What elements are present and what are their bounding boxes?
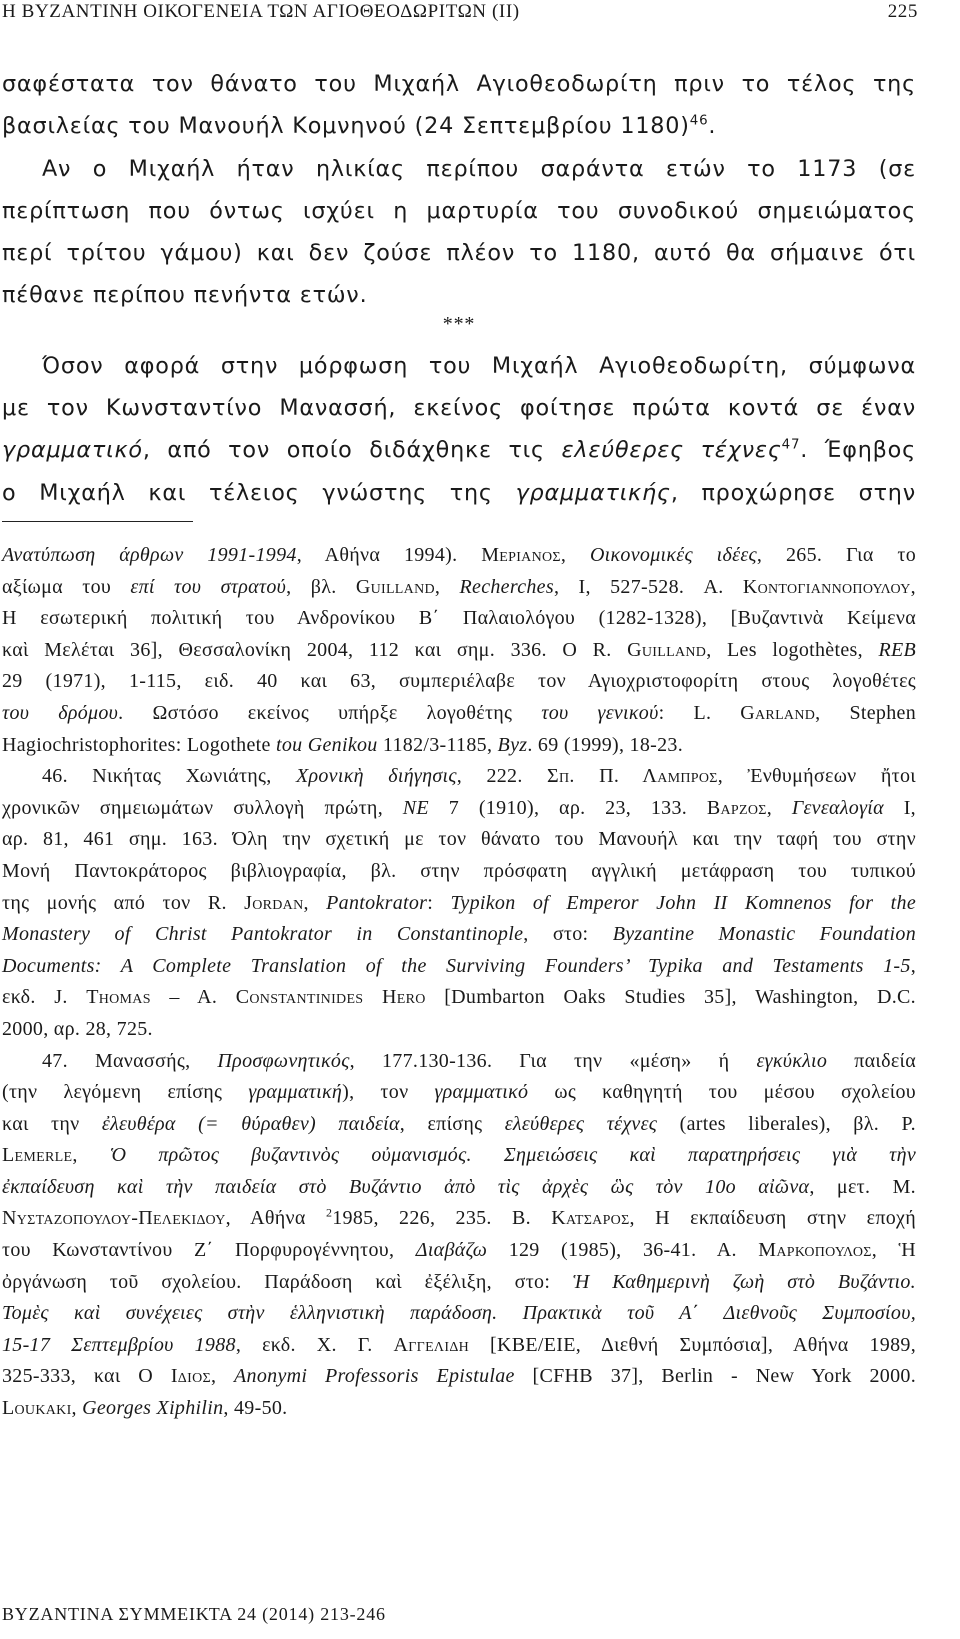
note-line: Hagiochristophorites: Logothete tou Genikou 1182/3-1185, Byz. 69 (1999), 18-23. bbox=[2, 733, 684, 756]
footnote-ref: 46 bbox=[689, 113, 709, 129]
text-line: περίπτωση που όντως ισχύει η μαρτυρία του συνοδικού σημειώματος bbox=[2, 197, 916, 224]
note-line: (την λεγόμενη επίσης γραμματική), τον γραμματικό ως καθηγητή του μέσου σχολείου bbox=[2, 1081, 916, 1104]
note-line: Τομὲς καὶ συνέχειες στὴν ἑλληνιστικὴ παράδοση. Πρακτικὰ τοῦ Α΄ Διεθνοῦς Συμποσίου, bbox=[2, 1302, 916, 1325]
text-line: βασιλείας του Μανουήλ Κομνηνού (24 Σεπτεμβρίου 1180)$^{46}$. bbox=[2, 113, 717, 140]
note-line: Η εσωτερική πολιτική του Ανδρονίκου Β΄ Παλαιολόγου (1282-1328), [Βυζαντινὰ Κείμενα bbox=[2, 607, 916, 630]
note-line: του Κωνσταντίνου Ζ΄ Πορφυρογέννητου, Διαβάζω 129 (1985), 36-41. Α. Μαρκοπουλος, Ἡ bbox=[2, 1239, 916, 1262]
footnotes bbox=[2, 540, 916, 1425]
footnote-rule bbox=[2, 521, 193, 522]
note-line: Μονή Παντοκράτορος βιβλιογραφία, βλ. στην πρόσφατη αγγλική μετάφραση του τυπικού bbox=[2, 859, 916, 882]
note-line: και την ἐλευθέρα (= θύραθεν) παιδεία, επίσης ελεύθερες τέχνες (artes liberales), βλ. P. bbox=[2, 1112, 916, 1135]
main-text bbox=[2, 63, 916, 514]
running-head-title: Η ΒΥΖΑΝΤΙΝΗ ΟΙΚΟΓΕΝΕΙΑ ΤΩΝ ΑΓΙΟΘΕΟΔΩΡΙΤΩΝ (ΙΙ) bbox=[2, 1, 520, 22]
text-line: περί τρίτου γάμου) και δεν ζούσε πλέον το 1180, αυτό θα σήμαινε ότι bbox=[2, 240, 916, 267]
note-line: καὶ Μελέται 36], Θεσσαλονίκη 2004, 112 και σημ. 336. Ο R. Guilland, Les logothètes, REB bbox=[2, 638, 917, 661]
note-line: εκδ. J. Thomas – A. Constantinides Hero [Dumbarton Oaks Studies 35], Washington, D.C. bbox=[2, 986, 916, 1009]
note-line: αρ. 81, 461 σημ. 163. Όλη την σχετική με τον θάνατο του Μανουήλ και την ταφή του στην bbox=[2, 828, 916, 851]
note-line: 2000, αρ. 28, 725. bbox=[2, 1017, 153, 1040]
note-line: 29 (1971), 1-115, ειδ. 40 και 63, συμπεριέλαβε τον Αγιοχριστοφορίτη στους λογοθέτες bbox=[2, 670, 916, 693]
running-head bbox=[0, 0, 918, 26]
text-line: ο Μιχαήλ και τέλειος γνώστης της γραμματικής, προχώρησε στην bbox=[2, 479, 916, 506]
note-line: Νυσταζοπουλου-Πελεκιδου, Αθήνα $^2$1985, 226, 235. Β. Κατσαρος, Η εκπαίδευση στην εποχή bbox=[2, 1205, 916, 1230]
note-line: 325-333, και Ο Ιδιος, Anonymi Professoris Epistulae [CFHB 37], Berlin - New York 2000. bbox=[2, 1365, 916, 1388]
footnote-46: 46. Νικήτας Χωνιάτης, Χρονικὴ διήγησις, 222. Σπ. Π. Λαμπρος, Ἐνθυμήσεων ἤτοι bbox=[42, 765, 916, 788]
page-number: 225 bbox=[887, 1, 918, 22]
note-line: Ανατύπωση άρθρων 1991-1994, Αθήνα 1994). Μεριανος, Οικονομικές ιδέες, 265. Για το bbox=[2, 544, 917, 566]
section-separator: *** bbox=[442, 312, 476, 335]
note-line: Monastery of Christ Pantokrator in Constantinople, στο: Byzantine Monastic Foundation bbox=[2, 923, 916, 946]
text-line: με τον Κωνσταντίνο Μανασσή, εκείνος φοίτησε πρώτα κοντά σε έναν bbox=[2, 395, 916, 422]
text-line: γραμματικό, από τον οποίο διδάχθηκε τις ελεύθερες τέχνες$^{47}$. Έφηβος bbox=[2, 437, 917, 464]
note-line: χρονικῶν σημειωμάτων συλλογὴ πρώτη, ΝΕ 7 (1910), αρ. 23, 133. Βαρζος, Γενεαλογία Ι, bbox=[2, 796, 916, 819]
note-line: της μονής από τον R. Jordan, Pantokrator: Typikon of Emperor John II Komnenos for the bbox=[2, 891, 916, 914]
text-line: Όσον αφορά στην μόρφωση του Μιχαήλ Αγιοθεοδωρίτη, σύμφωνα bbox=[42, 352, 916, 379]
note-line: ἐκπαίδευση καὶ τὴν παιδεία στὸ Βυζάντιο ἀπὸ τὶς ἀρχὲς ὣς τὸν 10ο αἰῶνα, μετ. Μ. bbox=[2, 1175, 916, 1198]
note-line: ὀργάνωση τοῦ σχολείου. Παράδοση καὶ ἐξέλιξη, στο: Ἡ Καθημερινὴ ζωὴ στὸ Βυζάντιο. bbox=[2, 1270, 916, 1293]
note-line: του δρόμου. Ωστόσο εκείνος υπήρξε λογοθέτης του γενικού: L. Garland, Stephen bbox=[2, 701, 916, 724]
journal-footer: ΒΥΖΑΝΤΙΝΑ ΣΥΜΜΕΙΚΤΑ 24 (2014) 213-246 bbox=[2, 1604, 386, 1624]
note-line: αξίωμα του επί του στρατού, βλ. Guilland, Recherches, I, 527-528. Α. Κοντογιαννοπουλου, bbox=[2, 575, 916, 598]
text-line: σαφέστατα τον θάνατο του Μιχαήλ Αγιοθεοδωρίτη πριν το τέλος της bbox=[2, 71, 916, 97]
footnote-ref: 47 bbox=[781, 437, 801, 453]
footnote-47: 47. Μανασσής, Προσφωνητικός, 177.130-136. Για την «μέση» ή εγκύκλιο παιδεία bbox=[42, 1049, 916, 1072]
note-line: 15-17 Σεπτεμβρίου 1988, εκδ. Χ. Γ. Αγγελιδη [ΚΒΕ/ΕΙΕ, Διεθνή Συμπόσια], Αθήνα 1989, bbox=[2, 1333, 917, 1356]
note-line: Loukaki, Georges Xiphilin, 49-50. bbox=[2, 1397, 288, 1420]
text-line: Αν ο Μιχαήλ ήταν ηλικίας περίπου σαράντα ετών το 1173 (σε bbox=[42, 155, 916, 182]
note-line: Lemerle, Ὁ πρῶτος βυζαντινὸς οὐμανισμός. Σημειώσεις καὶ παρατηρήσεις γιὰ τὴν bbox=[2, 1144, 916, 1167]
text-line: πέθανε περίπου πενήντα ετών. bbox=[2, 282, 368, 309]
note-line: Documents: A Complete Translation of the Surviving Founders’ Typika and Testaments 1-5, bbox=[2, 954, 916, 977]
